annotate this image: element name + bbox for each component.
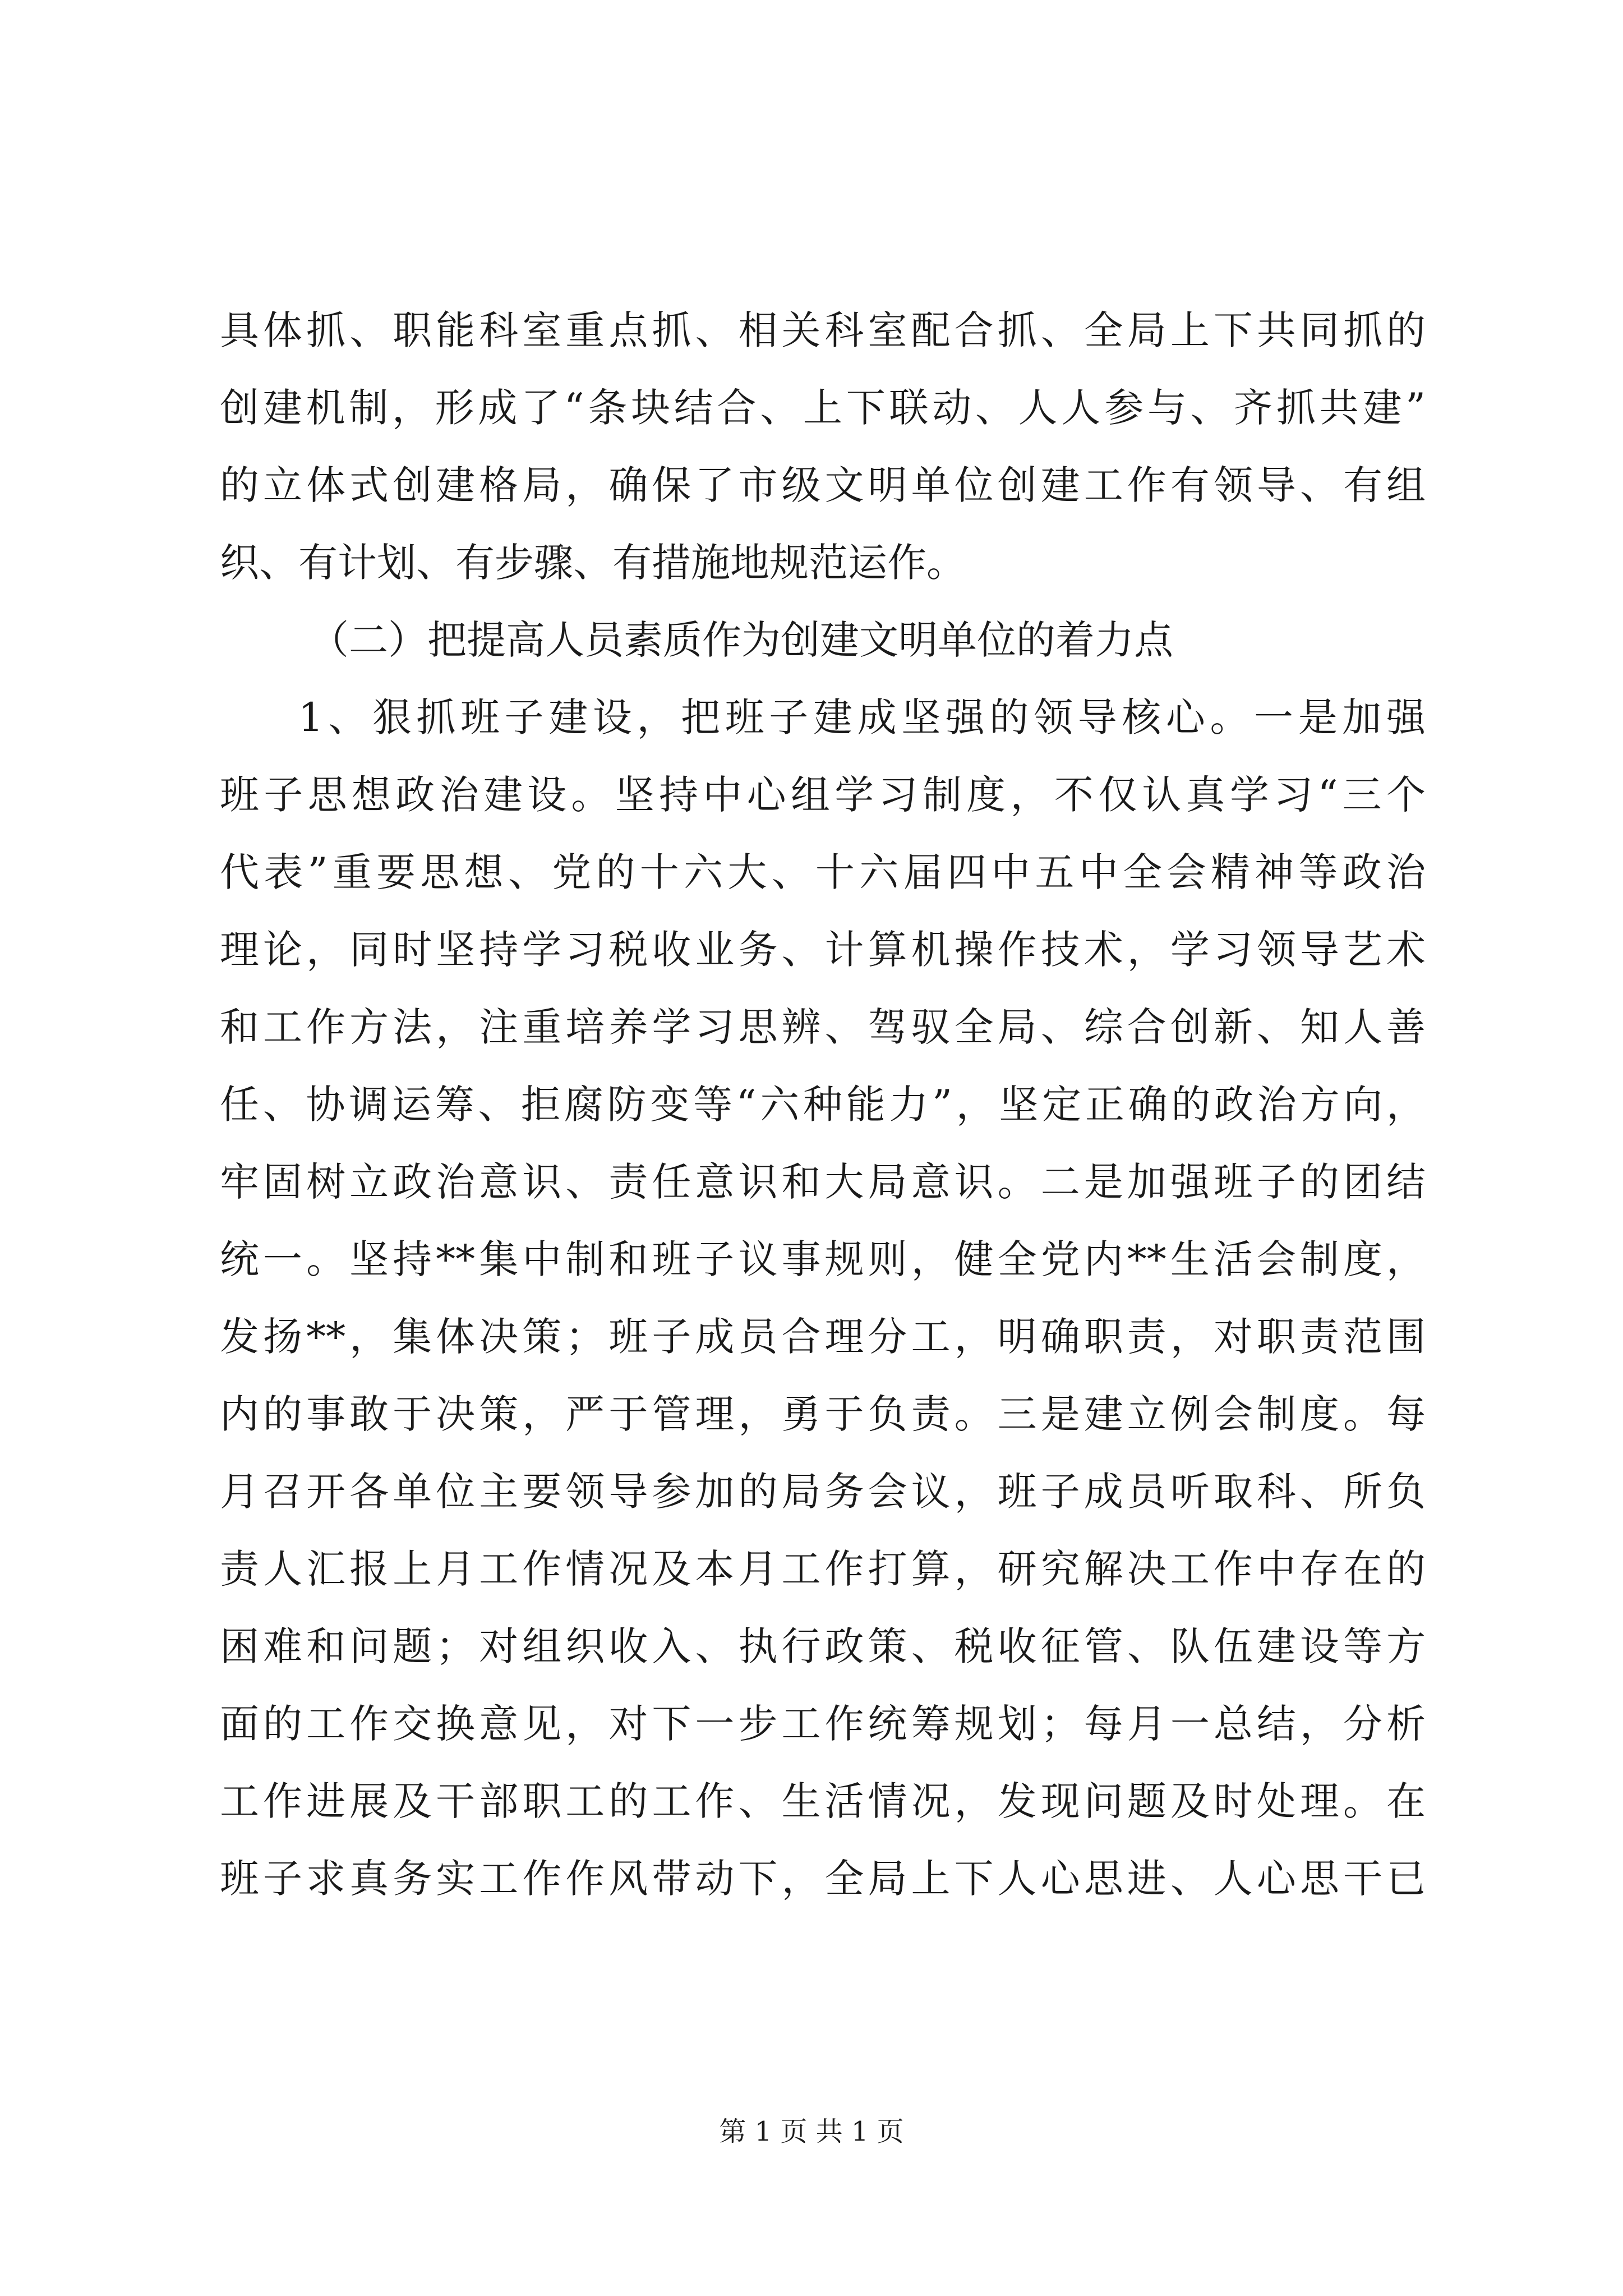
text-line: 班子思想政治建设。坚持中心组学习制度，不仅认真学习“三个 <box>220 772 1426 818</box>
text-line: 班子求真务实工作作风带动下，全局上下人心思进、人心思干已 <box>220 1856 1426 1902</box>
text-line: 的立体式创建格局，确保了市级文明单位创建工作有领导、有组 <box>220 462 1426 508</box>
text-line: 牢固树立政治意识、责任意识和大局意识。二是加强班子的团结 <box>220 1159 1426 1205</box>
section-heading: （二）把提高人员素质作为创建文明单位的着力点 <box>310 617 1173 663</box>
text-line: 内的事敢于决策，严于管理，勇于负责。三是建立例会制度。每 <box>220 1391 1426 1437</box>
text-line: 责人汇报上月工作情况及本月工作打算，研究解决工作中存在的 <box>220 1546 1426 1592</box>
text-line: 工作进展及干部职工的工作、生活情况，发现问题及时处理。在 <box>220 1778 1426 1824</box>
document-body <box>220 292 1426 1917</box>
text-line: 面的工作交换意见，对下一步工作统筹规划；每月一总结，分析 <box>220 1701 1426 1747</box>
text-line: 统一。坚持**集中制和班子议事规则，健全党内**生活会制度， <box>220 1236 1426 1282</box>
text-line: 代表”重要思想、党的十六大、十六届四中五中全会精神等政治 <box>220 849 1426 895</box>
text-line: 发扬**，集体决策；班子成员合理分工，明确职责，对职责范围 <box>220 1314 1426 1360</box>
text-line: 创建机制，形成了“条块结合、上下联动、人人参与、齐抓共建” <box>220 385 1426 431</box>
page-number-footer: 第 1 页 共 1 页 <box>719 2116 904 2147</box>
text-line: 具体抓、职能科室重点抓、相关科室配合抓、全局上下共同抓的 <box>220 307 1426 353</box>
text-line: 月召开各单位主要领导参加的局务会议，班子成员听取科、所负 <box>220 1469 1426 1515</box>
text-line: 任、协调运筹、拒腐防变等“六种能力”，坚定正确的政治方向， <box>220 1082 1426 1128</box>
text-line: 困难和问题；对组织收入、执行政策、税收征管、队伍建设等方 <box>220 1623 1426 1669</box>
text-line: 和工作方法，注重培养学习思辨、驾驭全局、综合创新、知人善 <box>220 1004 1426 1050</box>
text-line: 1、狠抓班子建设，把班子建成坚强的领导核心。一是加强 <box>298 694 1426 740</box>
text-line: 理论，同时坚持学习税收业务、计算机操作技术，学习领导艺术 <box>220 927 1426 973</box>
text-line: 织、有计划、有步骤、有措施地规范运作。 <box>220 540 966 586</box>
